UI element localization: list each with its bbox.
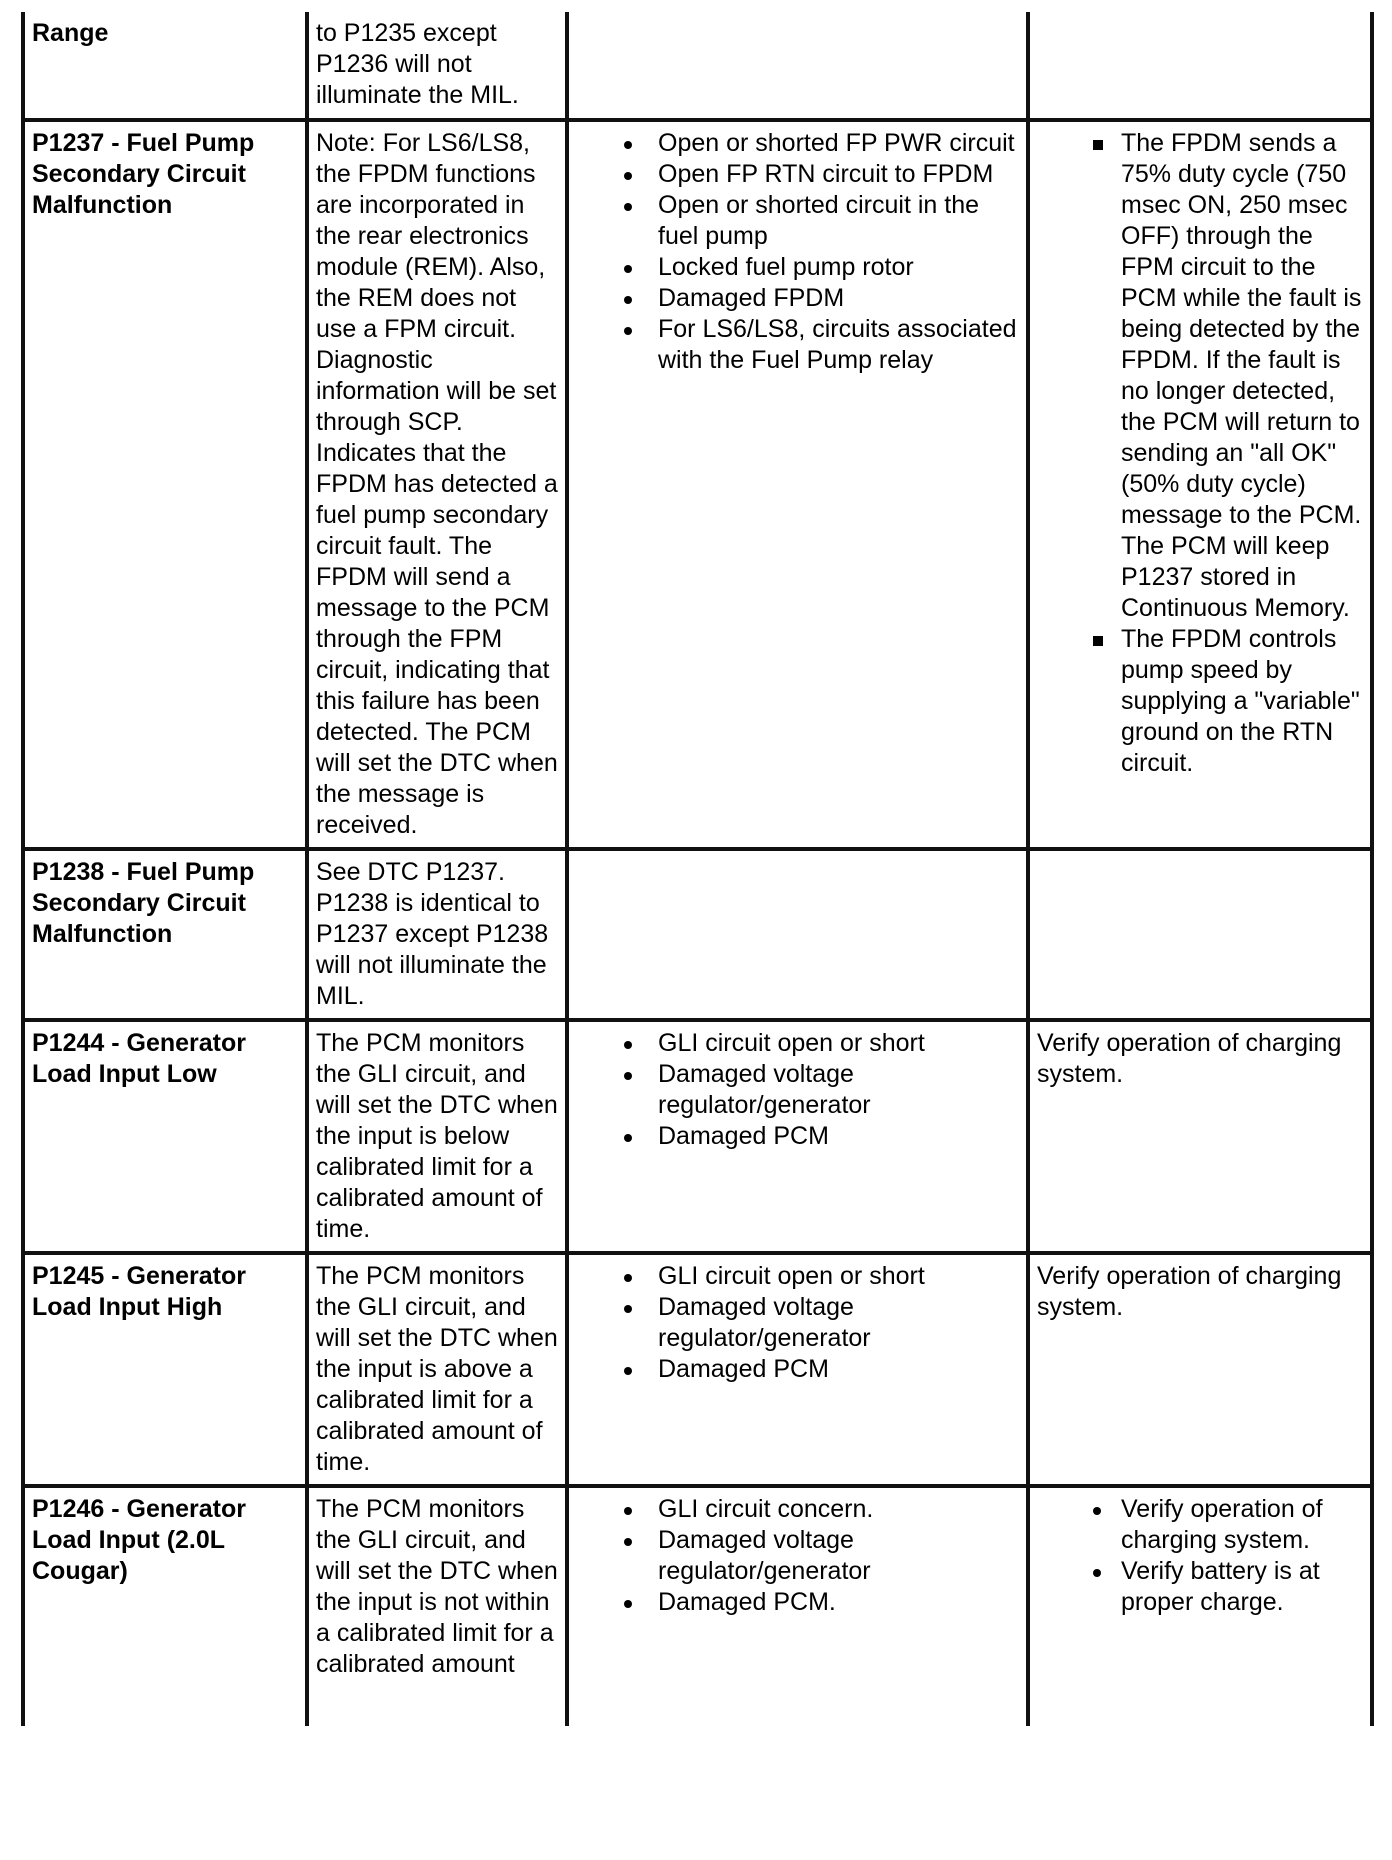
list-item: Damaged PCM: [618, 1121, 1020, 1152]
table-row: [23, 120, 1372, 849]
causes-cell: [567, 1486, 1028, 1726]
causes-cell: [567, 849, 1028, 1020]
description-cell: Note: For LS6/LS8, the FPDM functions are incorporated in the rear electronics module (REM). Also, the REM does not use a FPM circuit. Diagnostic information will be set through SCP. Indicates that the FPDM has detected a fuel pump secondary circuit fault. The FPDM will send a message to the PCM through the FPM circuit, indicating that this failure has been detected. The PCM will set the DTC when the message is received.: [307, 120, 567, 849]
causes-cell: [567, 12, 1028, 120]
dtc-code-cell: P1246 - Generator Load Input (2.0L Cougar): [23, 1486, 307, 1726]
description-cell: The PCM monitors the GLI circuit, and will set the DTC when the input is not within a calibrated limit for a calibrated amount: [307, 1486, 567, 1726]
list-item: Open or shorted circuit in the fuel pump: [618, 190, 1020, 252]
description-cell: See DTC P1237. P1238 is identical to P1237 except P1238 will not illuminate the MIL.: [307, 849, 567, 1020]
list-item: Damaged FPDM: [618, 283, 1020, 314]
list-item: The FPDM controls pump speed by supplying a "variable" ground on the RTN circuit.: [1085, 624, 1364, 779]
list-item: Damaged PCM.: [618, 1587, 1020, 1618]
actions-cell: Verify operation of charging system.: [1028, 1020, 1372, 1253]
causes-cell: [567, 1253, 1028, 1486]
actions-cell: [1028, 1486, 1372, 1726]
list-item: Damaged voltage regulator/generator: [618, 1059, 1020, 1121]
causes-cell: [567, 120, 1028, 849]
causes-list: [576, 128, 1020, 376]
actions-cell: Verify operation of charging system.: [1028, 1253, 1372, 1486]
table-row: [23, 849, 1372, 1020]
actions-cell: [1028, 120, 1372, 849]
list-item: For LS6/LS8, circuits associated with the Fuel Pump relay: [618, 314, 1020, 376]
description-cell: The PCM monitors the GLI circuit, and will set the DTC when the input is above a calibrated limit for a calibrated amount of time.: [307, 1253, 567, 1486]
table-row: [23, 1253, 1372, 1486]
table-row: [23, 12, 1372, 120]
dtc-code-cell: P1238 - Fuel Pump Secondary Circuit Malfunction: [23, 849, 307, 1020]
list-item: GLI circuit open or short: [618, 1028, 1020, 1059]
actions-cell: [1028, 12, 1372, 120]
causes-list: [576, 1261, 1020, 1385]
list-item: Damaged voltage regulator/generator: [618, 1292, 1020, 1354]
list-item: Verify battery is at proper charge.: [1085, 1556, 1364, 1618]
list-item: Open or shorted FP PWR circuit: [618, 128, 1020, 159]
description-cell: to P1235 except P1236 will not illuminate the MIL.: [307, 12, 567, 120]
table-row: [23, 1020, 1372, 1253]
dtc-table: [21, 12, 1374, 1726]
actions-list: [1037, 128, 1364, 779]
list-item: Damaged voltage regulator/generator: [618, 1525, 1020, 1587]
causes-list: [576, 1028, 1020, 1152]
dtc-code-cell: P1237 - Fuel Pump Secondary Circuit Malfunction: [23, 120, 307, 849]
actions-list: [1037, 1494, 1364, 1618]
list-item: GLI circuit concern.: [618, 1494, 1020, 1525]
list-item: Open FP RTN circuit to FPDM: [618, 159, 1020, 190]
causes-cell: [567, 1020, 1028, 1253]
list-item: GLI circuit open or short: [618, 1261, 1020, 1292]
table-row: [23, 1486, 1372, 1726]
list-item: Damaged PCM: [618, 1354, 1020, 1385]
dtc-code-cell: P1245 - Generator Load Input High: [23, 1253, 307, 1486]
dtc-code-cell: Range: [23, 12, 307, 120]
description-cell: The PCM monitors the GLI circuit, and will set the DTC when the input is below calibrated limit for a calibrated amount of time.: [307, 1020, 567, 1253]
dtc-code-cell: P1244 - Generator Load Input Low: [23, 1020, 307, 1253]
list-item: The FPDM sends a 75% duty cycle (750 msec ON, 250 msec OFF) through the FPM circuit to the PCM while the fault is being detected by the FPDM. If the fault is no longer detected, the PCM will return to sending an "all OK" (50% duty cycle) message to the PCM. The PCM will keep P1237 stored in Continuous Memory.: [1085, 128, 1364, 624]
actions-cell: [1028, 849, 1372, 1020]
list-item: Locked fuel pump rotor: [618, 252, 1020, 283]
list-item: Verify operation of charging system.: [1085, 1494, 1364, 1556]
causes-list: [576, 1494, 1020, 1618]
